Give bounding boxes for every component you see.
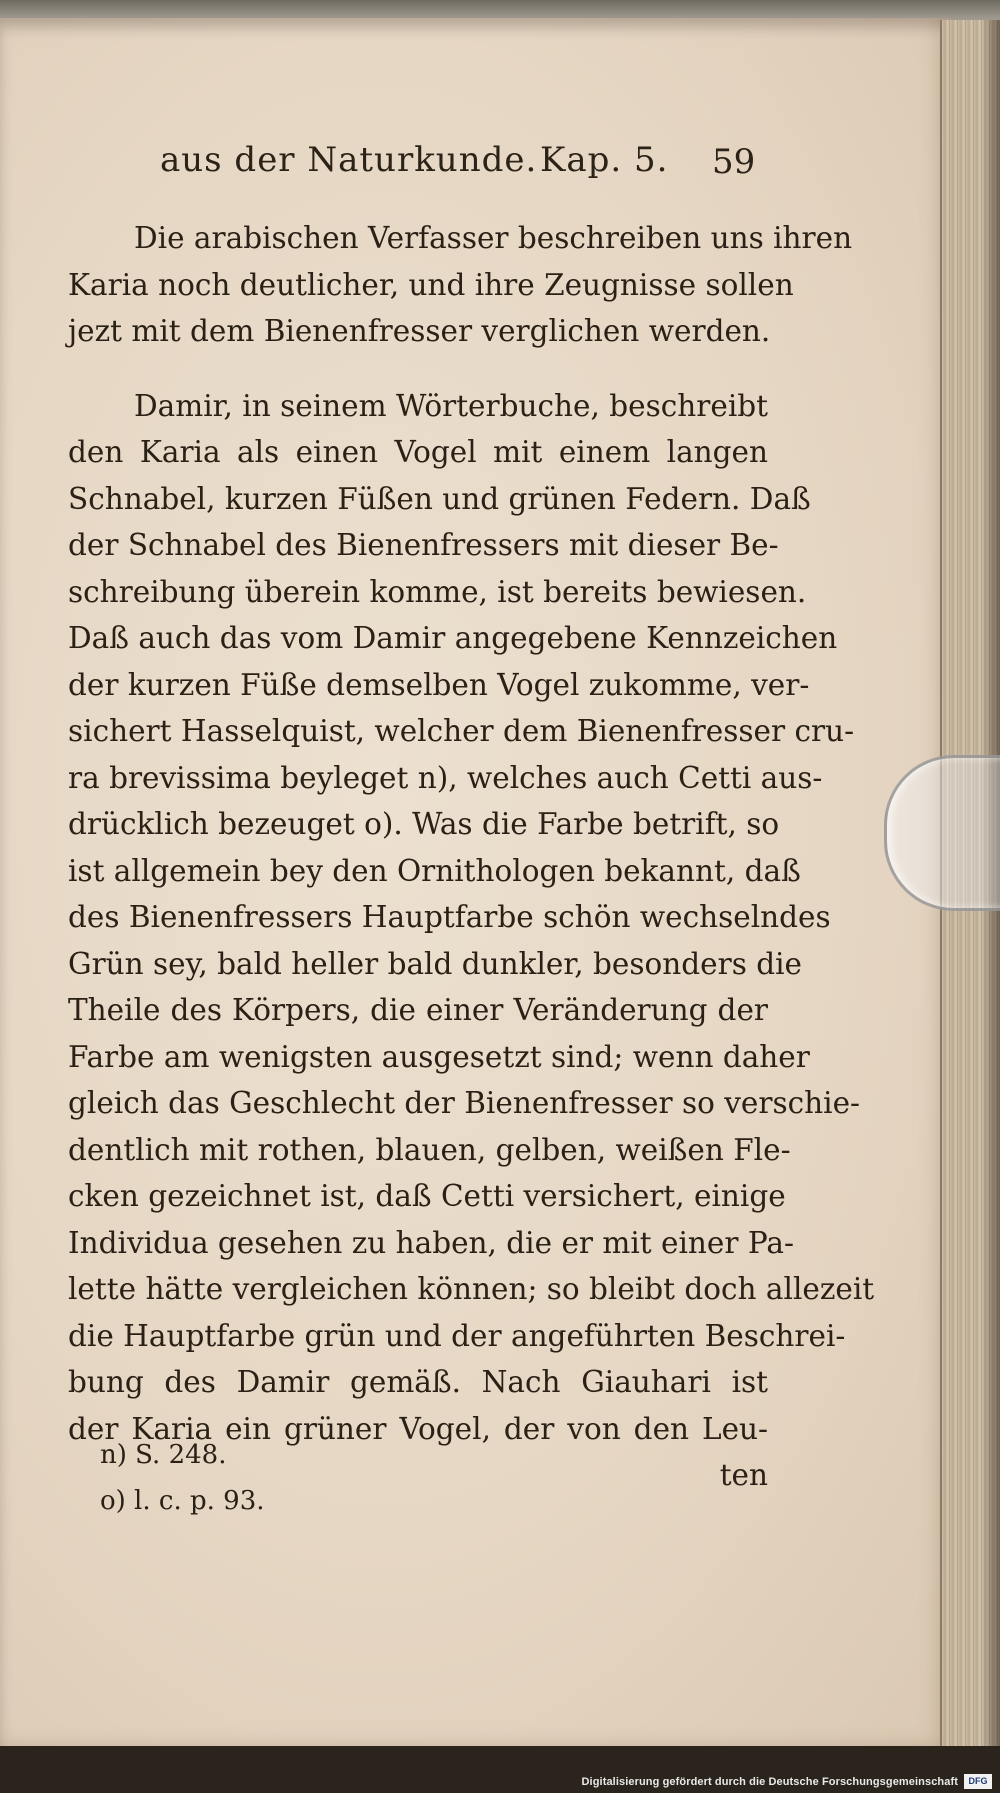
running-title: aus der Naturkunde. bbox=[160, 140, 538, 180]
text-line: Damir, in seinem Wörterbuche, beschreibt bbox=[134, 388, 768, 423]
text-line: ra brevissima beyleget n), welches auch Cetti aus- bbox=[68, 760, 823, 795]
text-line: drücklich bezeuget o). Was die Farbe betrift, so bbox=[68, 807, 780, 841]
page-clip bbox=[884, 755, 1000, 911]
text-line: des Bienenfressers Hauptfarbe schön wechselndes bbox=[68, 900, 831, 934]
text-line: jezt mit dem Bienenfresser verglichen werden. bbox=[68, 314, 771, 348]
page-number: 59 bbox=[712, 142, 756, 182]
text-line: Grün sey, bald heller bald dunkler, besonders die bbox=[68, 946, 802, 981]
running-header bbox=[160, 140, 760, 188]
text-line: den Karia als einen Vogel mit einem langen bbox=[68, 435, 768, 469]
text-line: der Schnabel des Bienenfressers mit dieser Be- bbox=[68, 528, 779, 562]
text-line: Karia noch deutlicher, und ihre Zeugnisse sollen bbox=[68, 267, 794, 302]
paragraph-2 bbox=[68, 383, 875, 1499]
text-line: ist allgemein bey den Ornithologen bekannt, daß bbox=[68, 853, 801, 888]
text-line: gleich das Geschlecht der Bienenfresser so verschie- bbox=[68, 1086, 860, 1120]
text-line: Individua gesehen zu haben, die er mit einer Pa- bbox=[68, 1225, 794, 1260]
text-line: Farbe am wenigsten ausgesetzt sind; wenn daher bbox=[68, 1039, 810, 1074]
footnote-o: o) l. c. p. 93. bbox=[100, 1486, 265, 1516]
footnote-n: n) S. 248. bbox=[100, 1440, 227, 1470]
body-text bbox=[68, 215, 875, 1499]
text-line: Schnabel, kurzen Füßen und grünen Federn. Daß bbox=[68, 481, 811, 516]
text-line: schreibung überein komme, ist bereits bewiesen. bbox=[68, 574, 807, 609]
text-line: dentlich mit rothen, blauen, gelben, weißen Fle- bbox=[68, 1132, 791, 1167]
text-line: Die arabischen Verfasser beschreiben uns ihren bbox=[134, 221, 853, 255]
text-line: cken gezeichnet ist, daß Cetti versichert, einige bbox=[68, 1179, 786, 1213]
chapter-label: Kap. 5. bbox=[540, 140, 669, 180]
text-line: Daß auch das vom Damir angegebene Kennzeichen bbox=[68, 621, 838, 655]
paragraph-1 bbox=[68, 215, 853, 355]
text-line: Theile des Körpers, die einer Veränderung der bbox=[68, 993, 768, 1027]
footnotes bbox=[100, 1432, 265, 1524]
digitization-credit: Digitalisierung gefördert durch die Deutsche Forschungsgemeinschaft bbox=[581, 1776, 958, 1788]
dfg-logo: DFG bbox=[964, 1774, 992, 1789]
text-line: die Hauptfarbe grün und der angeführten Beschrei- bbox=[68, 1318, 846, 1353]
text-line: sichert Hasselquist, welcher dem Bienenfresser cru- bbox=[68, 714, 855, 748]
catchword: ten bbox=[719, 1458, 768, 1492]
text-line: lette hätte vergleichen können; so bleibt doch allezeit bbox=[68, 1272, 875, 1306]
text-line: der Karia ein grüner Vogel, der von den Leu- bbox=[68, 1411, 768, 1446]
text-line: bung des Damir gemäß. Nach Giauhari ist bbox=[68, 1365, 768, 1399]
text-line: der kurzen Füße demselben Vogel zukomme, ver- bbox=[68, 667, 810, 702]
